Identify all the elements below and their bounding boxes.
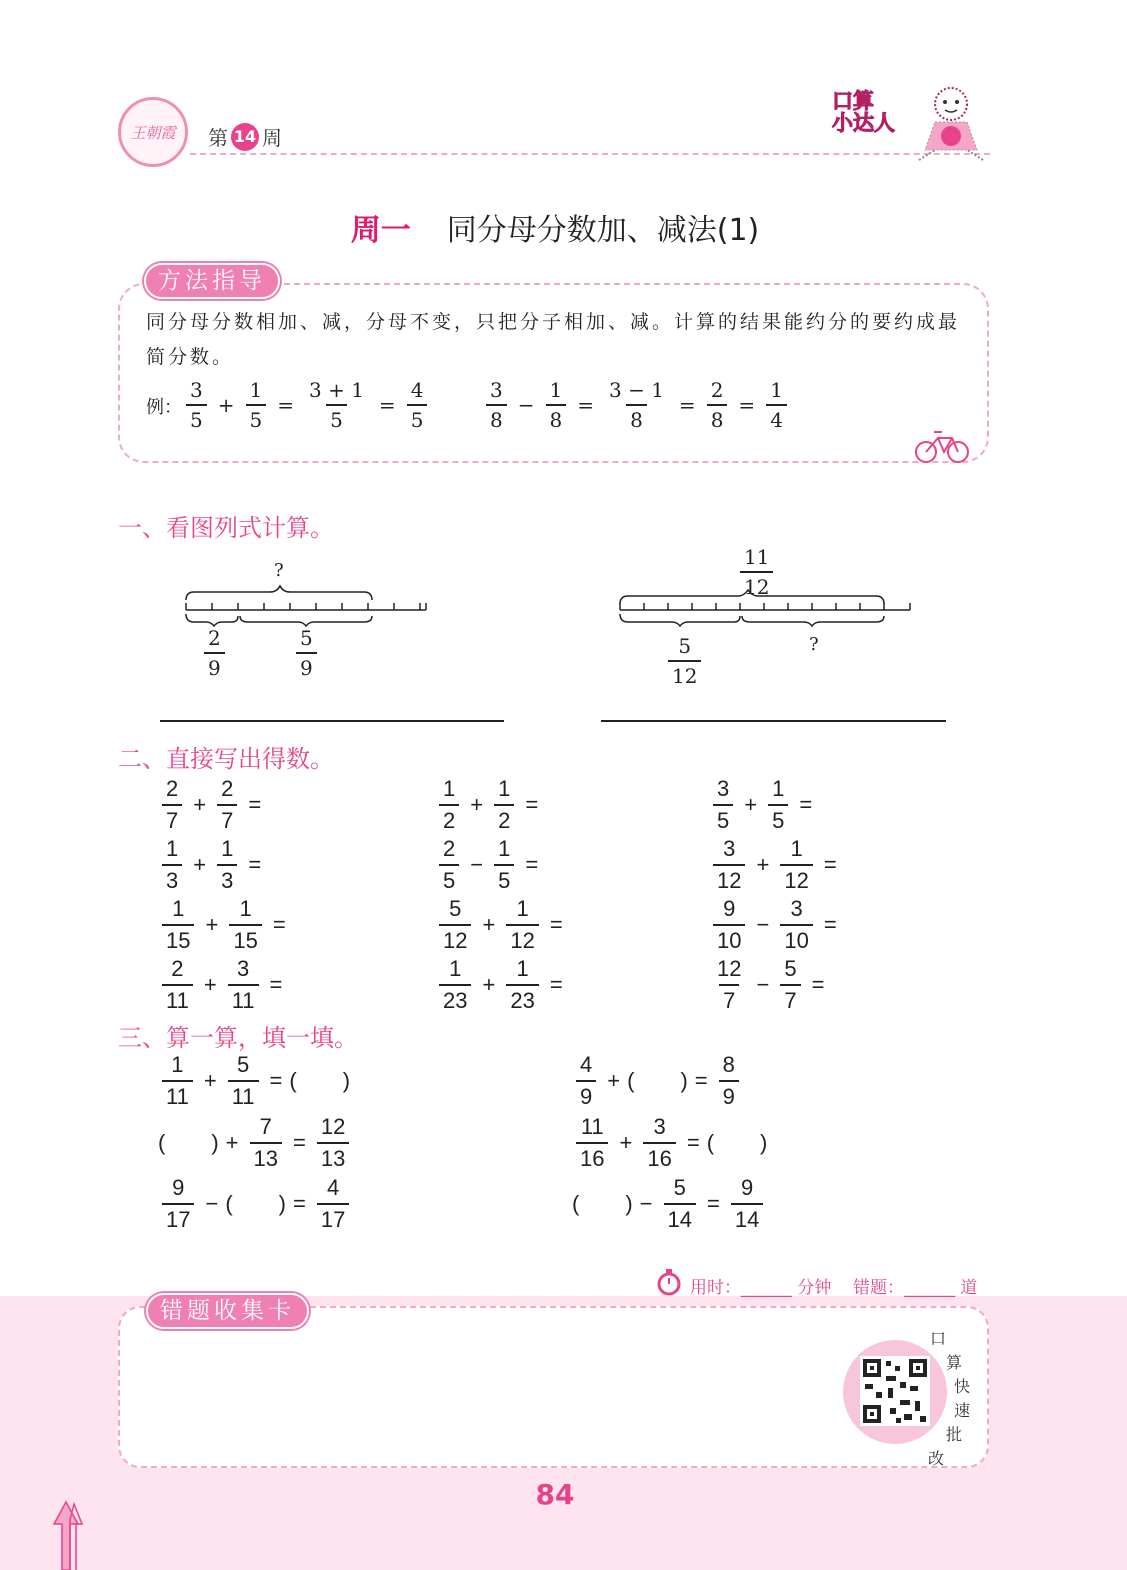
section2-title: 二、直接写出得数。 (118, 745, 334, 773)
exercise-3-3[interactable] (709, 896, 844, 954)
publisher-logo (118, 97, 188, 167)
section3-title: 三、算一算，填一填。 (118, 1024, 358, 1052)
equals-sign: = (799, 792, 813, 817)
example-label: 例： (146, 397, 182, 418)
card-label-pill: 错题收集卡 (146, 1293, 309, 1329)
equals-sign: = (823, 852, 837, 877)
fraction-b: $\frac{1}{12}$ (780, 836, 812, 894)
equals-sign: = (248, 792, 262, 817)
operator: + (482, 972, 496, 997)
fraction-b: $\frac{3}{10}$ (780, 896, 812, 954)
example-2: 3 8 − $\frac{1}{8}$ = $\frac{3 - 1}{8}$ = $\frac{2}{8}$ = $\frac{1}{4}$ (482, 378, 791, 432)
answer-line-2[interactable] (601, 720, 946, 722)
equals-sign: = (549, 912, 563, 937)
qr-code-icon[interactable] (860, 1356, 930, 1426)
method-label-pill: 方法指导 (144, 263, 280, 299)
operator: − (756, 972, 770, 997)
operator: + (470, 792, 484, 817)
brand-line2: 小达人 (832, 111, 895, 135)
errors-label: 错题：______ 道 (853, 1278, 978, 1298)
example-1: 3 5 + $\frac{1}{5}$ = $\frac{3 + 1}{5}$ = $\frac{4}{5}$ (182, 378, 431, 432)
header-divider (190, 153, 990, 155)
fraction-a: 2 11 (162, 956, 193, 1014)
equals-sign: = (525, 852, 539, 877)
corner-arrows-icon (52, 1500, 92, 1570)
exercise-1-1[interactable] (158, 776, 268, 834)
operator: + (205, 912, 219, 937)
exercise-3-1[interactable] (158, 896, 293, 954)
method-label (144, 262, 280, 295)
fraction-b: $\frac{1}{15}$ (229, 896, 261, 954)
fraction-b: $\frac{1}{3}$ (217, 836, 237, 894)
fraction-b: $\frac{1}{23}$ (506, 956, 538, 1014)
operator: + (203, 972, 217, 997)
equals-sign: = (811, 972, 825, 997)
operator: − (470, 852, 484, 877)
answer-line-1[interactable] (160, 720, 504, 722)
exercise-4-3[interactable] (709, 956, 831, 1014)
section1-title: 一、看图列式计算。 (118, 514, 334, 542)
fill-item-2[interactable]: ( ) + $\frac{7}{13}$ = $\frac{12}{13}$ (158, 1114, 353, 1172)
title-topic: 同分母分数加、减法(1) (446, 213, 760, 248)
fraction-a: 2 7 (162, 776, 182, 834)
fill-item-5[interactable]: 11 16 + $\frac{3}{16}$ = ( ) (572, 1114, 767, 1172)
fraction-a: 3 5 (713, 776, 733, 834)
fill-item-3[interactable]: 9 17 − ( ) = $\frac{4}{17}$ (158, 1175, 353, 1233)
brand-line1: 口算 (832, 89, 874, 113)
fraction-a: 1 2 (439, 776, 459, 834)
fraction-a: 5 12 (439, 896, 471, 954)
stopwatch-icon (655, 1268, 683, 1296)
page-title (0, 205, 1110, 249)
fraction-b: $\frac{1}{2}$ (494, 776, 514, 834)
card-label (146, 1292, 309, 1325)
diagram2-left-fraction: $\frac{5}{12}$ (664, 634, 705, 688)
diagram1-right-fraction: $\frac{5}{9}$ (292, 626, 321, 680)
exercise-2-3[interactable] (709, 836, 844, 894)
exercise-2-1[interactable] (158, 836, 268, 894)
fraction-a: 9 10 (713, 896, 745, 954)
equals-sign: = (269, 972, 283, 997)
operator: + (193, 792, 207, 817)
exercise-1-3[interactable] (709, 776, 819, 834)
timer-row (690, 1273, 977, 1298)
equals-sign: = (248, 852, 262, 877)
week-prefix: 第 (208, 126, 228, 150)
diagram1-left-fraction: $\frac{2}{9}$ (200, 626, 229, 680)
operator: + (744, 792, 758, 817)
fraction-b: $\frac{1}{12}$ (506, 896, 538, 954)
fraction-b: $\frac{2}{7}$ (217, 776, 237, 834)
exercise-4-2[interactable] (435, 956, 570, 1014)
exercise-3-2[interactable] (435, 896, 570, 954)
fill-item-1[interactable]: 1 11 + $\frac{5}{11}$ = ( ) (158, 1052, 350, 1110)
fraction-a: 1 3 (162, 836, 182, 894)
bicycle-icon (912, 428, 972, 464)
operator: + (482, 912, 496, 937)
fraction-b: $\frac{5}{7}$ (780, 956, 800, 1014)
operator: + (193, 852, 207, 877)
exercise-4-1[interactable] (158, 956, 289, 1014)
operator: − (756, 912, 770, 937)
week-suffix: 周 (262, 126, 282, 150)
fraction-b: $\frac{1}{5}$ (768, 776, 788, 834)
fraction-a: 1 15 (162, 896, 194, 954)
equals-sign: = (823, 912, 837, 937)
diagram2-question: ? (809, 634, 819, 655)
fill-item-6[interactable]: ( ) − $\frac{5}{14}$ = $\frac{9}{14}$ (572, 1175, 767, 1233)
week-number-badge: 14 (231, 123, 259, 151)
page-number: 84 (535, 1478, 575, 1511)
fraction-a: 12 7 (717, 956, 742, 1013)
exercise-2-2[interactable] (435, 836, 545, 894)
fraction-a: 2 5 (439, 836, 459, 894)
mascot-girl-icon (905, 80, 997, 168)
fill-item-4[interactable]: 4 9 + ( ) = $\frac{8}{9}$ (572, 1052, 743, 1110)
fraction-b: $\frac{1}{5}$ (494, 836, 514, 894)
brand-logo (832, 90, 902, 134)
operator: + (756, 852, 770, 877)
equals-sign: = (549, 972, 563, 997)
title-day: 周一 (350, 213, 411, 248)
fraction-a: 3 12 (713, 836, 745, 894)
method-text: 同分母分数相加、减，分母不变，只把分子相加、减。计算的结果能约分的要约成最简分数。 (146, 311, 961, 368)
diagram2-total-fraction: $\frac{11}{12}$ (736, 545, 777, 599)
equals-sign: = (272, 912, 286, 937)
logo-text: 王朝霞 (130, 123, 176, 142)
fraction-a: 1 23 (439, 956, 471, 1014)
equals-sign: = (525, 792, 539, 817)
qr-caption: 口 算 快 速 批 改 (928, 1329, 971, 1468)
diagram1-question: ? (274, 560, 284, 581)
week-indicator (208, 122, 282, 151)
fraction-b: $\frac{3}{11}$ (228, 956, 259, 1014)
timer-label: 用时：______ 分钟 (690, 1278, 832, 1298)
exercise-1-2[interactable] (435, 776, 545, 834)
